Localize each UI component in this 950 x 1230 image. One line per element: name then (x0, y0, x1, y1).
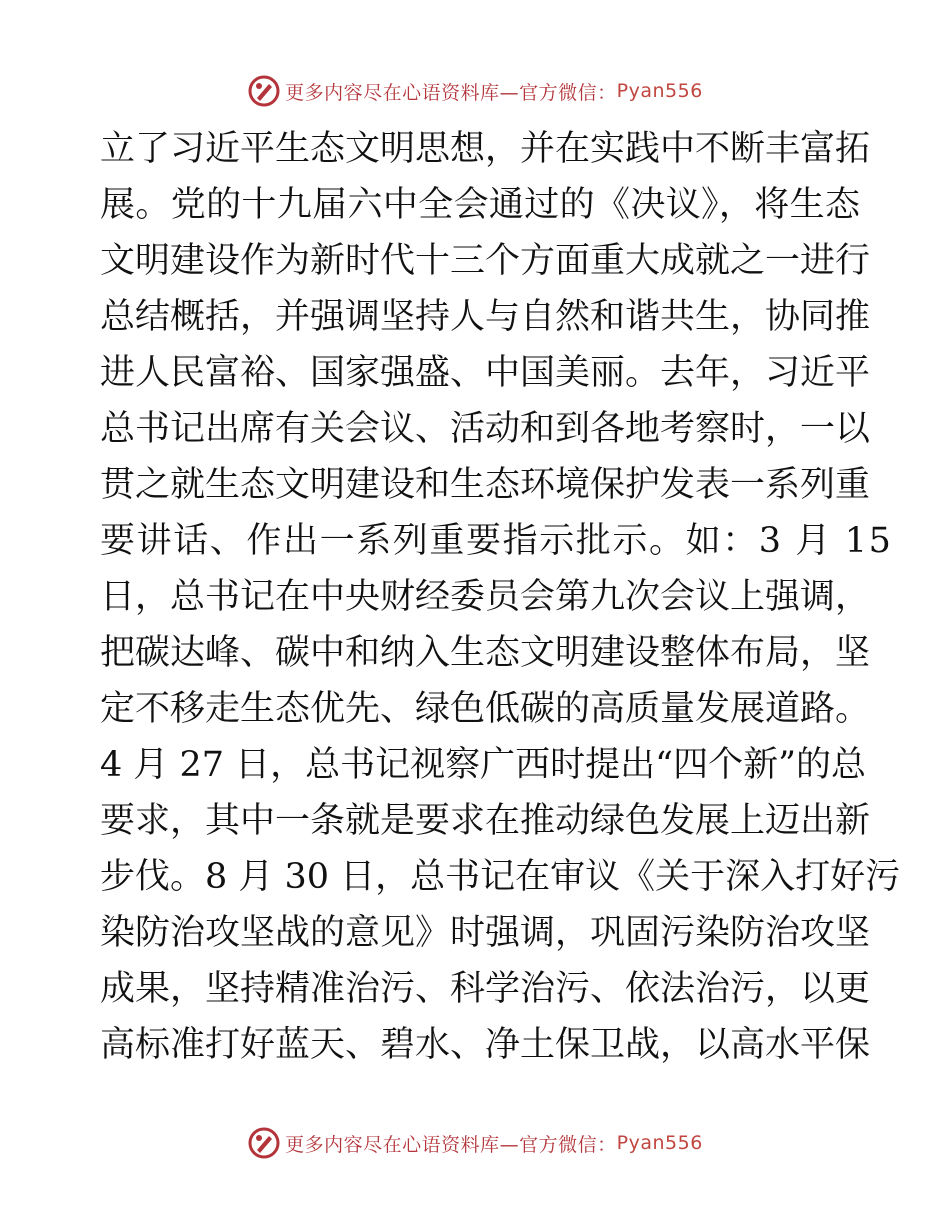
body-line: 定不移走生态优先、绿色低碳的高质量发展道路。 (100, 689, 871, 729)
watermark-text: 更多内容尽在心语资料库—官方微信： (285, 1133, 617, 1156)
watermark-text: 更多内容尽在心语资料库—官方微信： (285, 81, 617, 104)
body-line: 把碳达峰、碳中和纳入生态文明建设整体布局，坚 (100, 633, 871, 673)
watermark-footer (0, 1126, 950, 1160)
body-line: 高标准打好蓝天、碧水、净土保卫战，以高水平保 (100, 1025, 871, 1065)
body-line: 要求，其中一条就是要求在推动绿色发展上迈出新 (100, 801, 871, 841)
brand-logo-icon (247, 74, 281, 108)
body-line: 成果，坚持精准治污、科学治污、依法治污，以更 (100, 969, 871, 1009)
watermark-wechat-id: Pyan556 (616, 80, 703, 102)
brand-logo-icon (247, 1126, 281, 1160)
body-line: 步伐。8 月 30 日，总书记在审议《关于深入打好污 (100, 857, 901, 897)
body-line: 日，总书记在中央财经委员会第九次会议上强调， (100, 577, 871, 617)
watermark-header (0, 74, 950, 108)
document-body (100, 121, 901, 1073)
body-line: 4 月 27 日，总书记视察广西时提出“四个新”的总 (100, 745, 866, 785)
body-line: 总书记出席有关会议、活动和到各地考察时，一以 (100, 409, 871, 449)
body-line: 要讲话、作出一系列重要指示批示。如：3 月 15 (100, 521, 893, 561)
body-line: 贯之就生态文明建设和生态环境保护发表一系列重 (100, 465, 871, 505)
watermark-wechat-id: Pyan556 (616, 1132, 703, 1154)
body-line: 进人民富裕、国家强盛、中国美丽。去年，习近平 (100, 353, 871, 393)
body-line: 文明建设作为新时代十三个方面重大成就之一进行 (100, 241, 871, 281)
body-line: 染防治攻坚战的意见》时强调，巩固污染防治攻坚 (100, 913, 871, 953)
body-line: 总结概括，并强调坚持人与自然和谐共生，协同推 (100, 297, 871, 337)
body-line: 展。党的十九届六中全会通过的《决议》，将生态 (100, 185, 860, 225)
body-line: 立了习近平生态文明思想，并在实践中不断丰富拓 (100, 129, 871, 169)
